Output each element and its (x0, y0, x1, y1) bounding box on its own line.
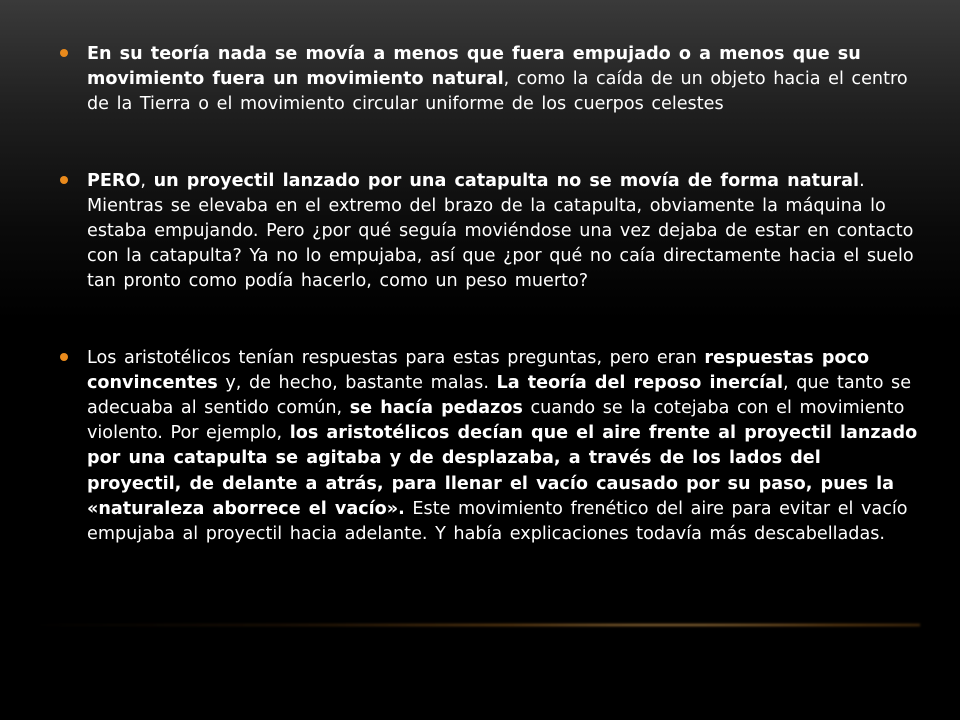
body-text: y, de hecho, bastante malas. (217, 372, 497, 393)
bullet-item-3 (60, 346, 920, 548)
bold-text: En su teoría nada se movía a menos que fuera empujado o a menos que su movimiento fuera un movimiento natural (87, 44, 861, 90)
bullet-dot-icon (60, 176, 68, 184)
body-text: Los aristotélicos tenían respuestas para estas preguntas, pero eran (87, 347, 705, 368)
bold-text: PERO (87, 170, 141, 191)
body-text: . Mientras se elevaba en el extremo del brazo de la catapulta, obviamente la máquina lo estaba empujando. Pero ¿por qué seguía moviéndose una vez dejaba de estar en contacto con la catapulta? Ya no lo empujaba, así que ¿por qué no caía directamente hacia el suelo tan pronto como podía hacerlo, como un peso muerto? (87, 170, 914, 292)
body-text: , (140, 170, 154, 191)
bold-text: un proyectil lanzado por una catapulta no se movía de forma natural (153, 170, 860, 191)
bold-text: los aristotélicos decían que el aire frente al proyectil lanzado por una catapulta se agitaba y de desplazaba, a través de los lados del proyectil, de delante a atrás, para llenar el vacío causado por su paso, pues la «naturaleza aborrece el vacío». (87, 423, 918, 519)
bold-text: se hacía pedazos (349, 398, 523, 419)
bullet-list (60, 42, 920, 547)
bold-text: La teoría del reposo inercíal (496, 372, 784, 393)
decorative-glow-line (40, 623, 920, 627)
bullet-dot-icon (60, 353, 68, 361)
bullet-text (87, 348, 917, 544)
body-text: cuando se la cotejaba con el movimiento violento. Por ejemplo, (87, 398, 905, 444)
bold-text: respuestas poco convincentes (87, 347, 870, 393)
bullet-item-2 (60, 169, 920, 295)
bullet-dot-icon (60, 49, 68, 57)
body-text: , como la caída de un objeto hacia el centro de la Tierra o el movimiento circular uniforme de los cuerpos celestes (87, 69, 908, 115)
body-text: Este movimiento frenético del aire para evitar el vacío empujaba al proyectil hacia adelante. Y había explicaciones todavía más descabelladas. (87, 498, 908, 545)
bullet-item-1 (60, 42, 920, 118)
bullet-text (87, 171, 914, 292)
bullet-text (87, 44, 908, 114)
body-text: , que tanto se adecuaba al sentido común, (87, 372, 912, 419)
